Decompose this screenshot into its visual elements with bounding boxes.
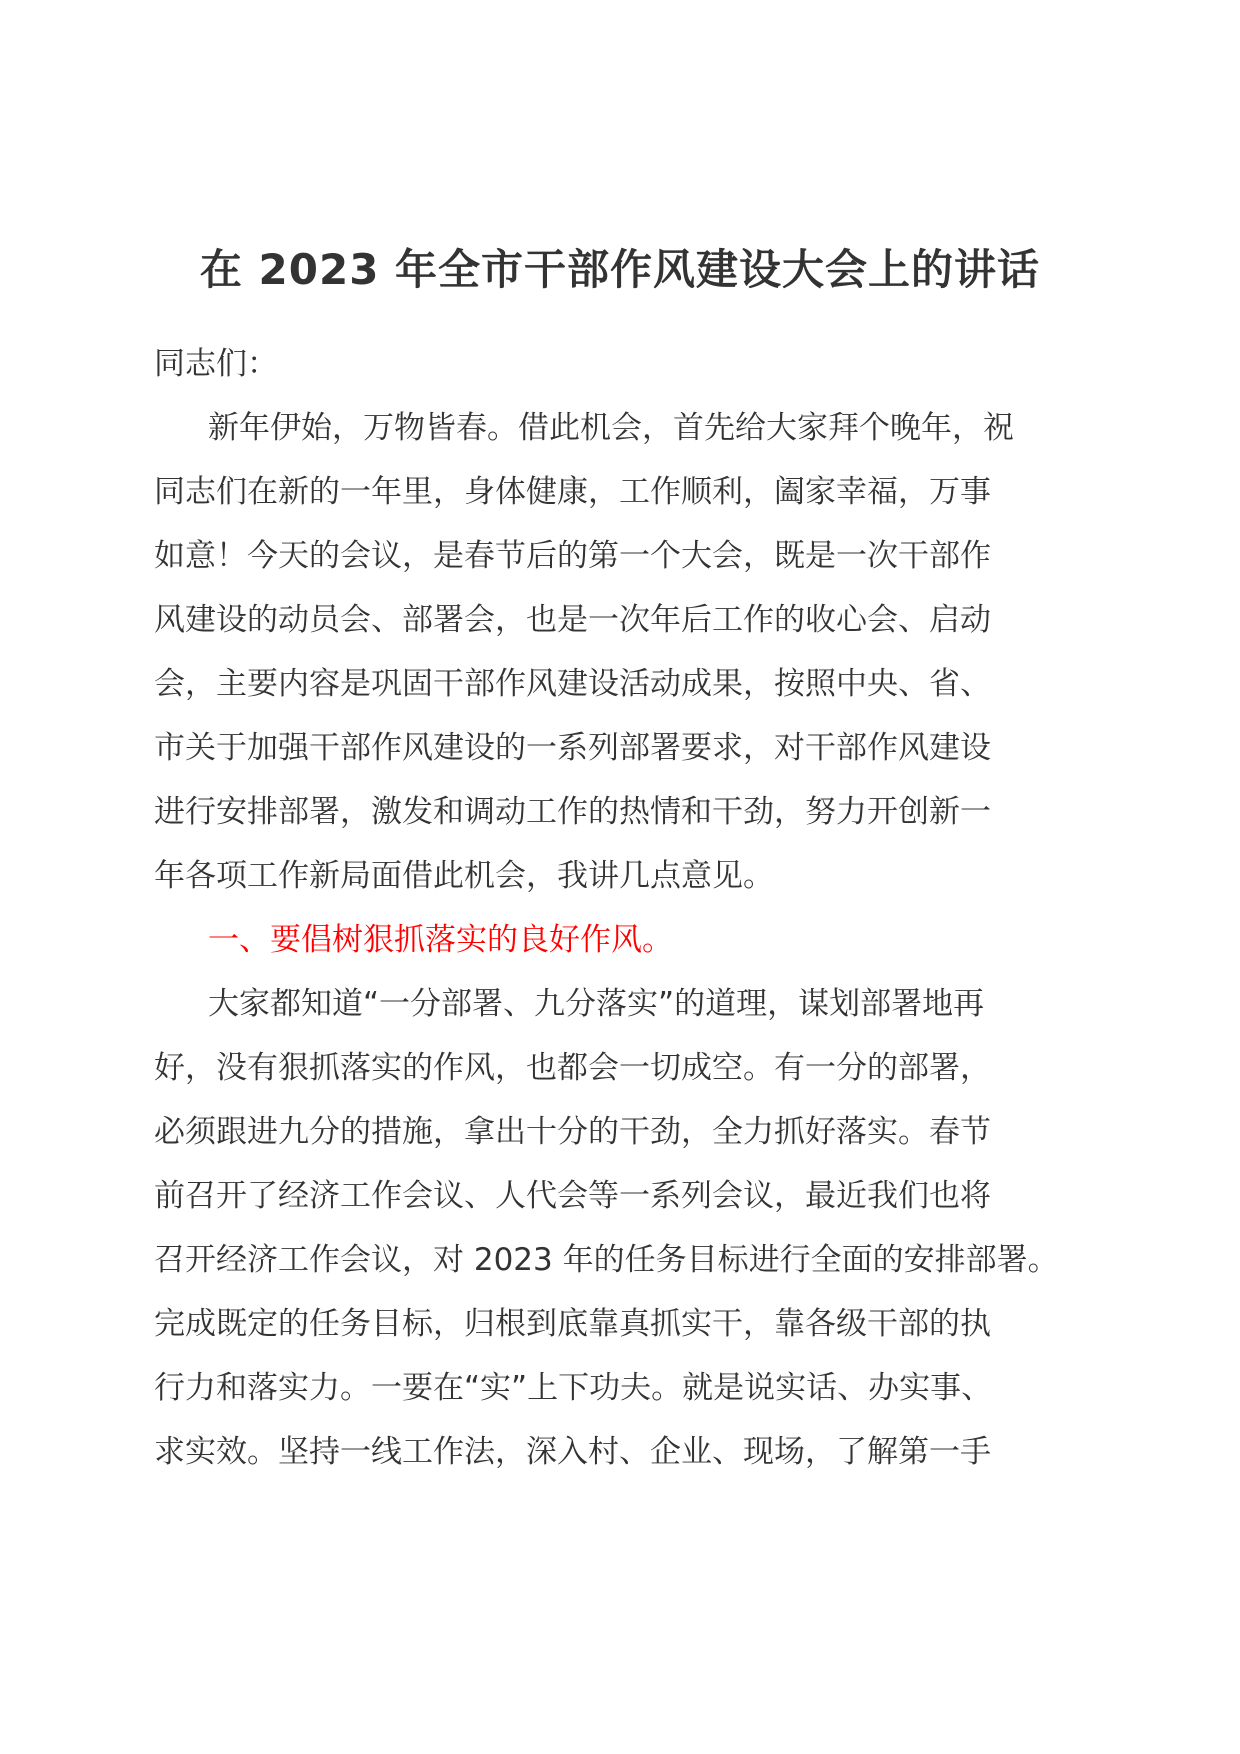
section-heading: 一、要倡树狠抓落实的良好作风。 <box>208 922 673 958</box>
paragraph-2-line: 大家都知道“一分部署、九分落实”的道理，谋划部署地再 <box>208 986 985 1022</box>
paragraph-2-line: 求实效。坚持一线工作法，深入村、企业、现场，了解第一手 <box>154 1434 991 1470</box>
paragraph-1-line: 会，主要内容是巩固干部作风建设活动成果，按照中央、省、 <box>154 666 991 702</box>
paragraph-1-line: 如意！今天的会议，是春节后的第一个大会，既是一次干部作 <box>154 538 991 574</box>
paragraph-2-line: 必须跟进九分的措施，拿出十分的干劲，全力抓好落实。春节 <box>154 1114 991 1150</box>
paragraph-1-line: 市关于加强干部作风建设的一系列部署要求，对干部作风建设 <box>154 730 991 766</box>
paragraph-1-line: 新年伊始，万物皆春。借此机会，首先给大家拜个晚年，祝 <box>208 410 1014 446</box>
paragraph-2-line: 行力和落实力。一要在“实”上下功夫。就是说实话、办实事、 <box>154 1370 993 1406</box>
paragraph-2-line: 前召开了经济工作会议、人代会等一系列会议，最近我们也将 <box>154 1178 991 1214</box>
document-title: 在 2023 年全市干部作风建设大会上的讲话 <box>199 245 1041 294</box>
paragraph-2-line: 好，没有狠抓落实的作风，也都会一切成空。有一分的部署， <box>154 1050 991 1086</box>
paragraph-1-line: 进行安排部署，激发和调动工作的热情和干劲，努力开创新一 <box>154 794 991 830</box>
salutation: 同志们： <box>154 346 278 382</box>
paragraph-2-line: 完成既定的任务目标，归根到底靠真抓实干，靠各级干部的执 <box>154 1306 991 1342</box>
paragraph-1-line: 风建设的动员会、部署会，也是一次年后工作的收心会、启动 <box>154 602 991 638</box>
paragraph-1-line: 同志们在新的一年里，身体健康，工作顺利，阖家幸福，万事 <box>154 474 991 510</box>
paragraph-2-line: 召开经济工作会议，对 2023 年的任务目标进行全面的安排部署。 <box>154 1242 1059 1278</box>
paragraph-1-line: 年各项工作新局面借此机会，我讲几点意见。 <box>154 858 774 894</box>
